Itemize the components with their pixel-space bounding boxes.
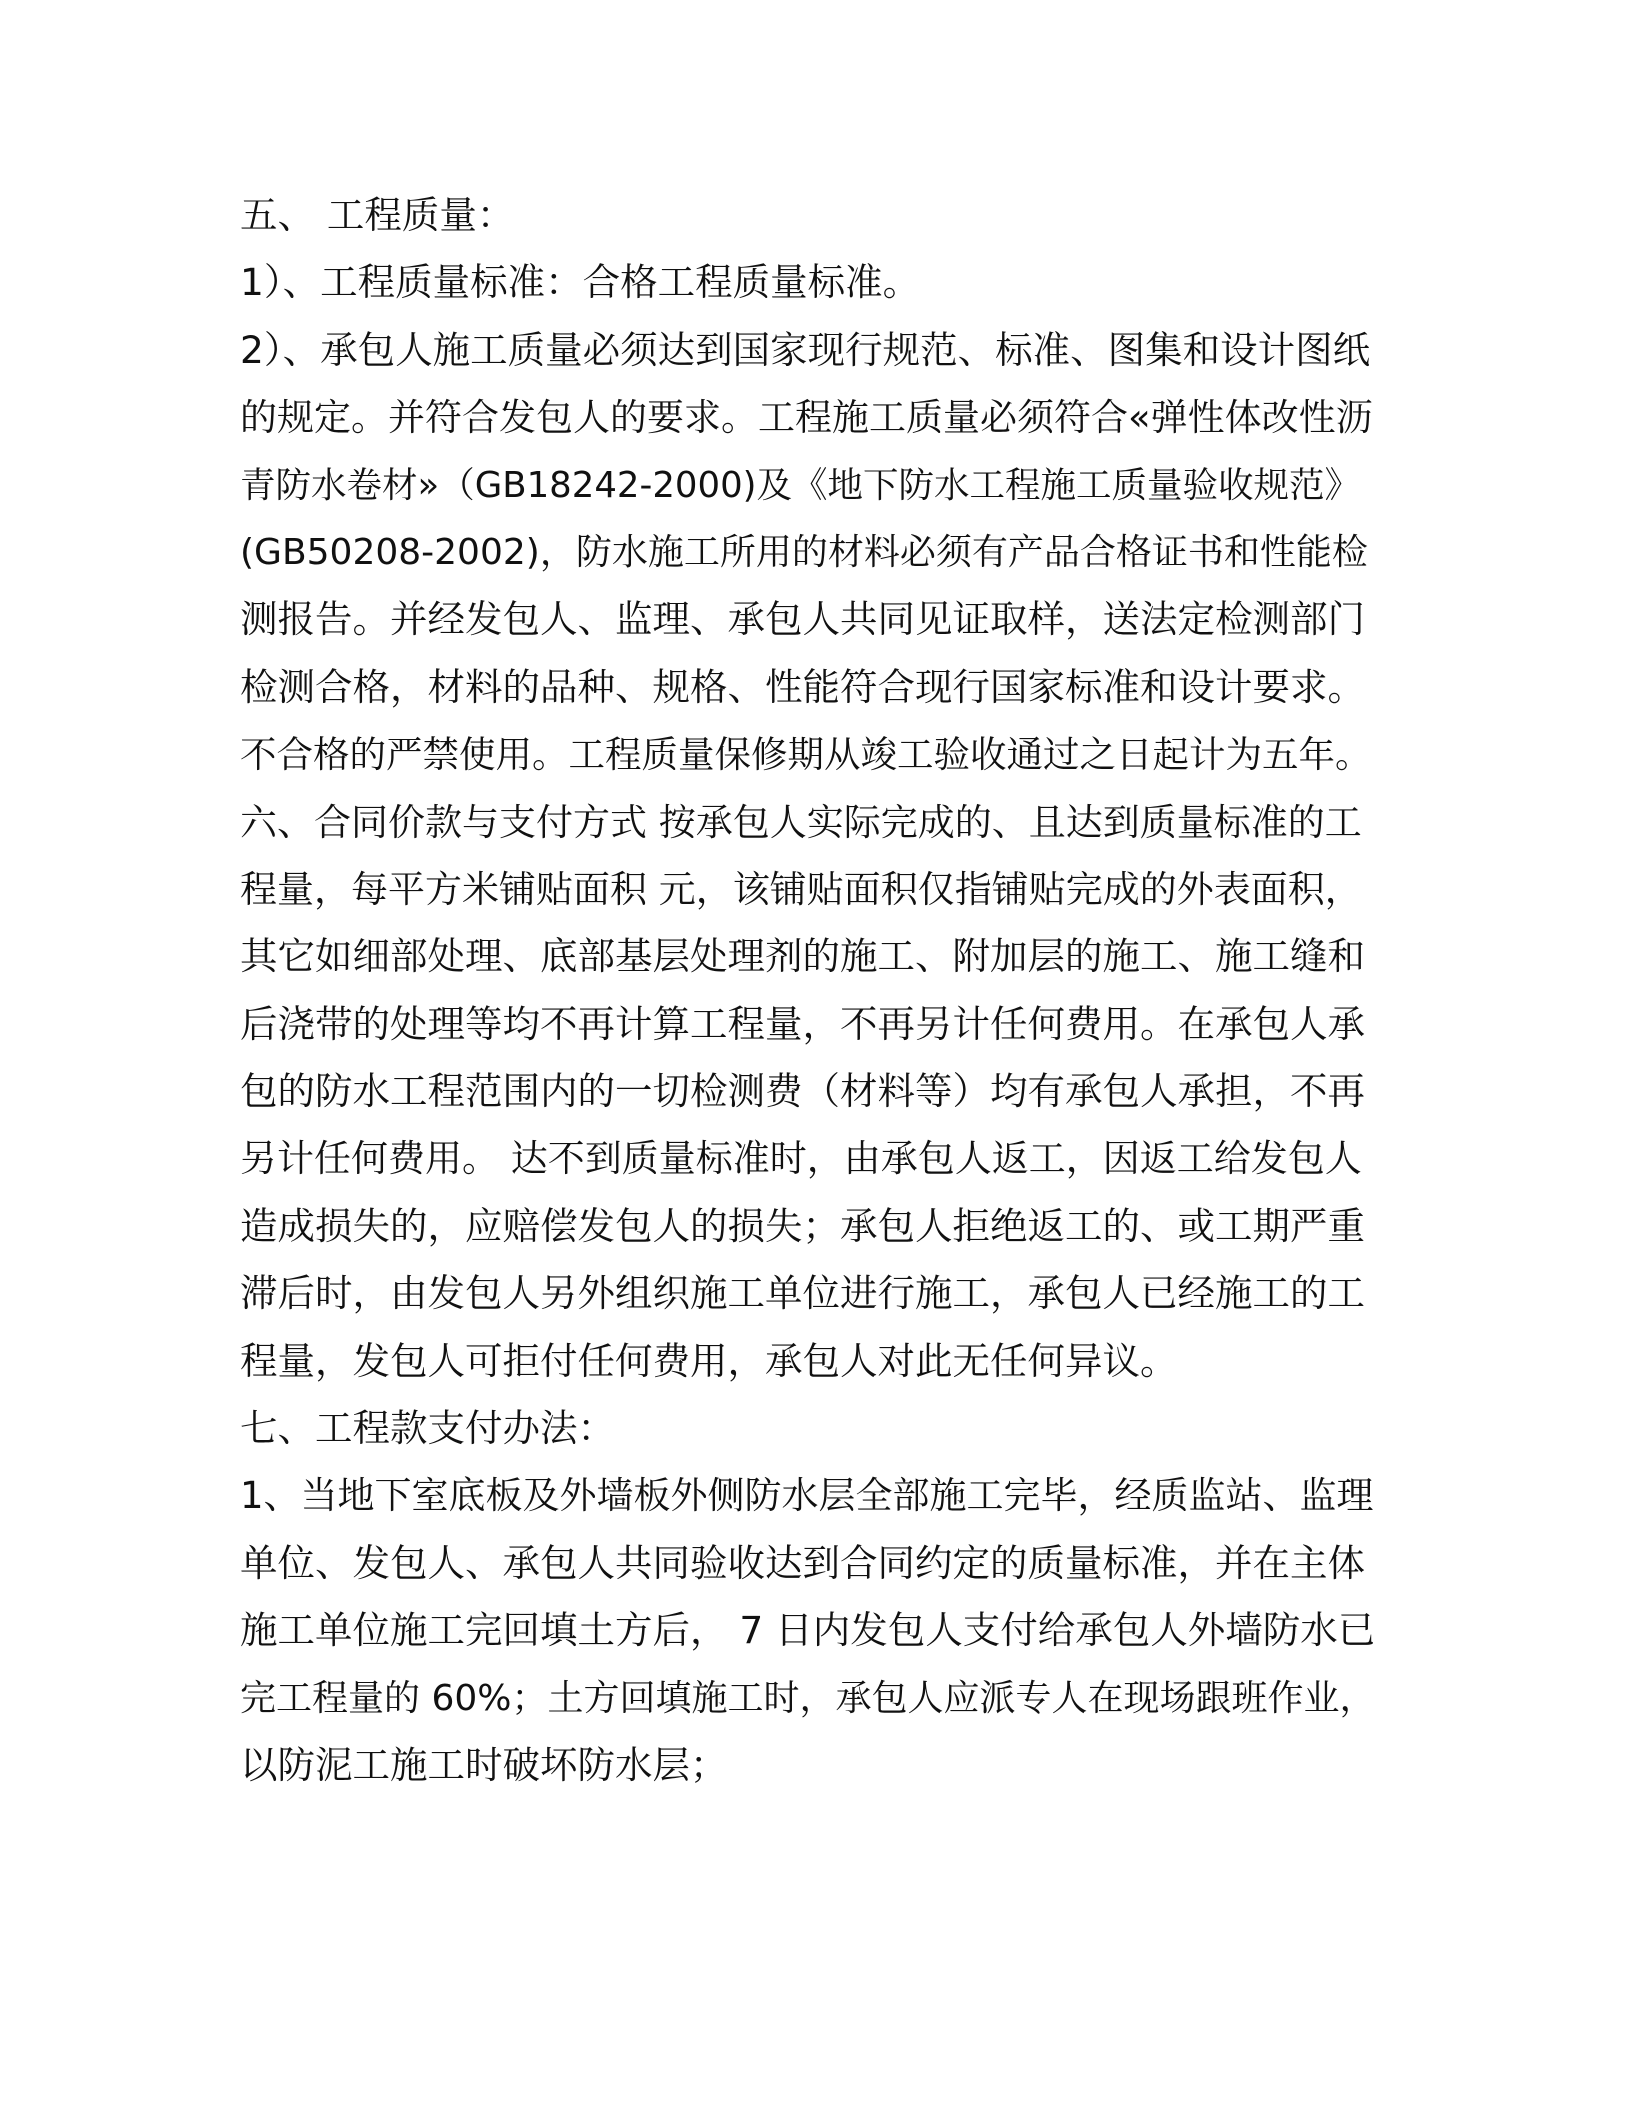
text-line: 其它如细部处理、底部基层处理剂的施工、附加层的施工、施工缝和 [240,934,1365,979]
text-line: (GB50208-2002)，防水施工所用的材料必须有产品合格证书和性能检 [240,531,1368,573]
text-line: 不合格的严禁使用。工程质量保修期从竣工验收通过之日起计为五年。 [240,733,1372,777]
text-line: 青防水卷材»（GB18242-2000)及《地下防水工程施工质量验收规范》 [240,464,1361,506]
text-line: 完工程量的 60%；土方回填施工时，承包人应派专人在现场跟班作业， [240,1677,1376,1719]
text-line: 以防泥工施工时破坏防水层； [240,1742,728,1787]
text-line: 程量，发包人可拒付任何费用，承包人对此无任何异议。 [240,1338,1178,1383]
text-line: 滞后时，由发包人另外组织施工单位进行施工，承包人已经施工的工 [240,1271,1365,1316]
text-line: 的规定。并符合发包人的要求。工程施工质量必须符合«弹性体改性沥 [240,396,1373,440]
text-line: 1、当地下室底板及外墙板外侧防水层全部施工完毕，经质监站、监理 [240,1474,1374,1518]
text-line: 程量，每平方米铺贴面积 元，该铺贴面积仅指铺贴完成的外表面积， [240,867,1362,911]
text-line: 造成损失的，应赔偿发包人的损失；承包人拒绝返工的、或工期严重 [240,1203,1365,1248]
text-line: 检测合格，材料的品种、规格、性能符合现行国家标准和设计要求。 [240,664,1365,709]
section-heading-quality: 五、 工程质量： [240,193,515,237]
section-heading-payment: 七、工程款支付办法： [240,1406,615,1451]
text-line: 测报告。并经发包人、监理、承包人共同见证取样，送法定检测部门 [240,597,1365,642]
text-line: 施工单位施工完回填土方后， 7 日内发包人支付给承包人外墙防水已 [240,1608,1376,1653]
section-heading-price: 六、合同价款与支付方式 按承包人实际完成的、且达到质量标准的工 [240,800,1362,844]
text-line: 另计任何费用。 达不到质量标准时，由承包人返工，因返工给发包人 [240,1137,1362,1181]
text-line: 单位、发包人、承包人共同验收达到合同约定的质量标准，并在主体 [240,1540,1365,1585]
text-line: 1）、工程质量标准：合格工程质量标准。 [240,260,921,305]
text-line: 后浇带的处理等均不再计算工程量，不再另计任何费用。在承包人承 [240,1001,1365,1046]
text-line: 2）、承包人施工质量必须达到国家现行规范、标准、图集和设计图纸 [240,327,1371,372]
text-line: 包的防水工程范围内的一切检测费（材料等）均有承包人承担，不再 [240,1069,1365,1114]
document-body [240,182,1375,1799]
